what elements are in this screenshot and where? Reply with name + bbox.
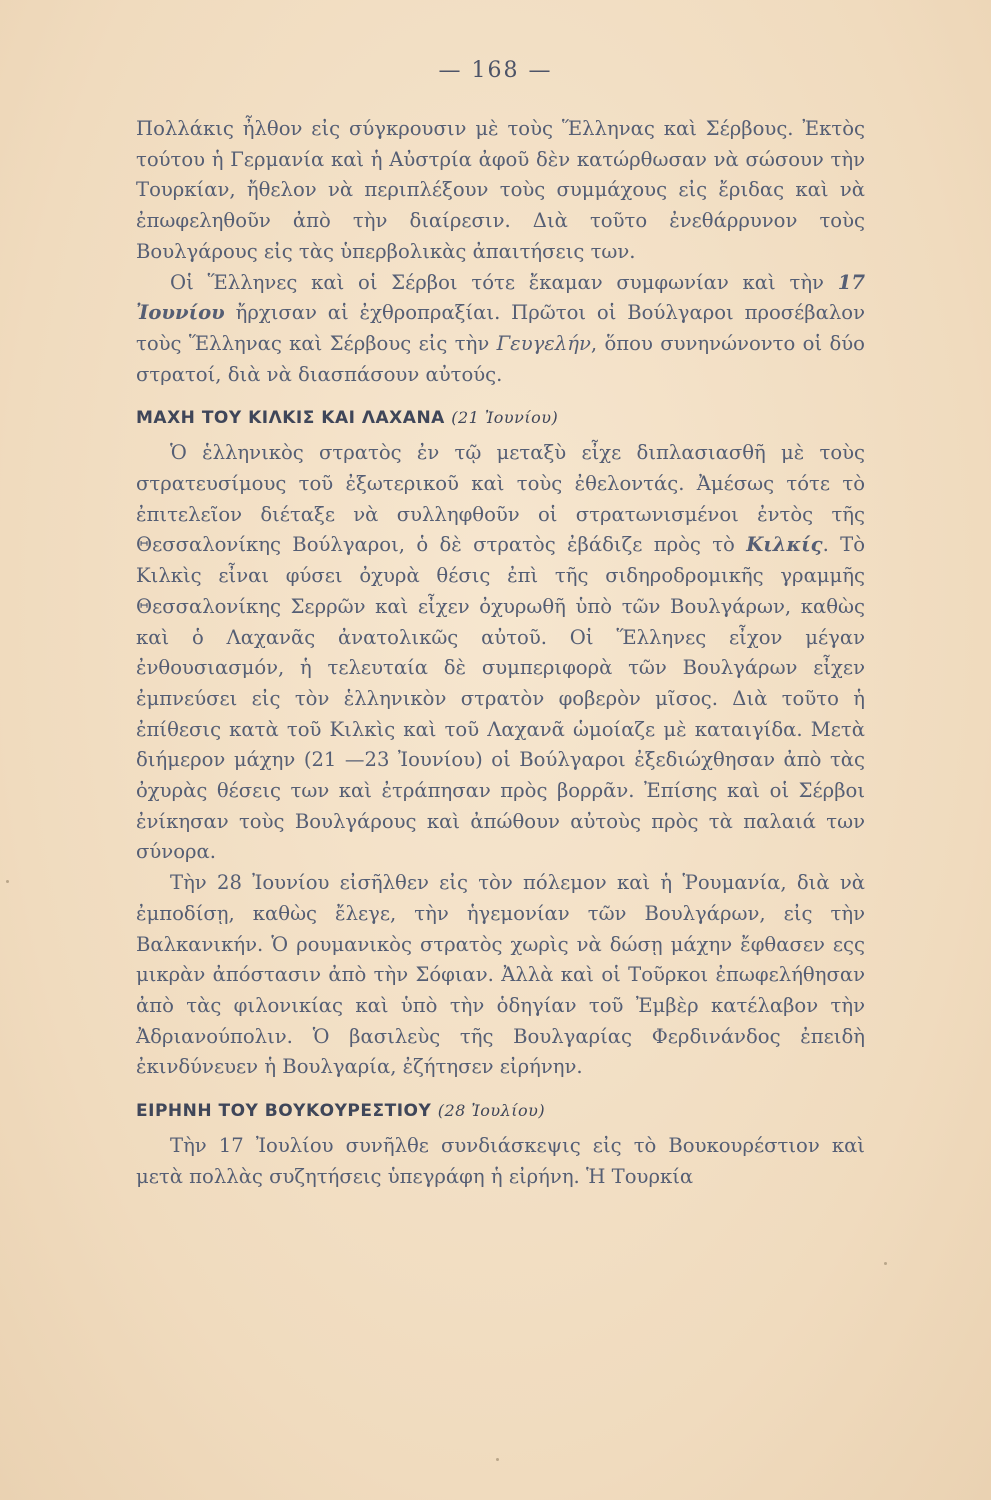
heading-kilkis-title: ΜΑΧΗ ΤΟΥ ΚΙΛΚΙΣ ΚΑΙ ΛΑΧΑΝΑ	[136, 408, 445, 429]
paragraph-3-text-b: . Τὸ Κιλκὶς εἶναι φύσει ὀχυρὰ θέσις ἐπὶ τῆς σιδηροδρομικῆς γραμμῆς Θεσσαλονίκης Σερρῶν καὶ εἶχεν ὀχυρωθῆ ὑπὸ τῶν Βουλγάρων, καθὼς καὶ ὁ Λαχανᾶς ἀνατολικῶς αὐτοῦ. Οἱ Ἕλληνες εἶχον μέγαν ἐνθουσιασμόν, ἡ τελευταία δὲ συμπεριφορὰ τῶν Βουλγάρων εἶχεν ἐμπνεύσει εἰς τὸν ἑλληνικὸν στρατὸν φοβερὸν μῖσος. Διὰ τοῦτο ἡ ἐπίθεσις κατὰ τοῦ Κιλκὶς καὶ τοῦ Λαχανᾶ ὡμοίαζε μὲ καταιγίδα. Μετὰ διήμερον μάχην (21 —23 Ἰουνίου) οἱ Βούλγαροι ἐξεδιώχθησαν ἀπὸ τὰς ὀχυρὰς θέσεις των καὶ ἐτράπησαν πρὸς βορρᾶν. Ἐπίσης καὶ οἱ Σέρβοι ἐνίκησαν τοὺς Βουλγάρους καὶ ἀπώθουν αὐτοὺς πρὸς τὰ παλαιά των σύνορα.	[136, 533, 865, 864]
page-number: — 168 —	[438, 58, 553, 83]
page-content	[136, 114, 865, 1193]
paragraph-2-text-c: , ὅπου συνηνώνοντο οἱ δύο στρατοί, διὰ νὰ διασπάσουν αὐτούς.	[136, 331, 865, 386]
paper-speck	[884, 1262, 887, 1265]
paper-speck	[496, 1458, 499, 1461]
paragraph-2-text-b: ἤρχισαν αἱ ἐχθροπραξίαι. Πρῶτοι οἱ Βούλγαροι προσέβαλον τοὺς Ἕλληνας καὶ Σέρβους εἰς τὴν	[136, 301, 865, 355]
place-kilkis: Κιλκίς	[746, 533, 823, 557]
paragraph-3-text-a: Ὁ ἑλληνικὸς στρατὸς ἐν τῷ μεταξὺ εἶχε διπλασιασθῆ μὲ τοὺς στρατευσίμους τοῦ ἐξωτερικοῦ καὶ τοὺς ἐθελοντάς. Ἀμέσως τότε τὸ ἐπιτελεῖον διέταξε νὰ συλληφθοῦν οἱ στρατωνισμένοι ἐντὸς τῆς Θεσσαλονίκης Βούλγαροι, ὁ δὲ στρατὸς ἐβάδιζε πρὸς τὸ	[136, 441, 865, 557]
paragraph-1: Πολλάκις ἦλθον εἰς σύγκρουσιν μὲ τοὺς Ἕλληνας καὶ Σέρβους. Ἐκτὸς τούτου ἡ Γερμανία καὶ ἡ Αὐστρία ἀφοῦ δὲν κατώρθωσαν νὰ σώσουν τὴν Τουρκίαν, ἤθελον νὰ περιπλέξουν τοὺς συμμάχους εἰς ἔριδας καὶ νὰ ἐπωφεληθοῦν ἀπὸ τὴν διαίρεσιν. Διὰ τοῦτο ἐνεθάρρυνον τοὺς Βουλγάρους εἰς τὰς ὑπερβολικὰς ἀπαιτήσεις των.	[136, 117, 865, 263]
paragraph-2	[136, 268, 865, 391]
section-heading-kilkis	[136, 408, 865, 428]
paragraph-3	[136, 438, 865, 868]
paragraph-5: Τὴν 17 Ἰουλίου συνῆλθε συνδιάσκεψις εἰς τὸ Βουκουρέστιον καὶ μετὰ πολλὰς συζητήσεις ὑπεγράφη ἡ εἰρήνη. Ἡ Τουρκία	[136, 1134, 865, 1188]
paper-speck	[6, 880, 9, 883]
paragraph-4: Τὴν 28 Ἰουνίου εἰσῆλθεν εἰς τὸν πόλεμον καὶ ἡ Ῥουμανία, διὰ νὰ ἐμποδίσῃ, καθὼς ἔλεγε, τὴν ἡγεμονίαν τῶν Βουλγάρων, εἰς τὴν Βαλκανικήν. Ὁ ρουμανικὸς στρατὸς χωρὶς νὰ δώσῃ μάχην ἔφθασεν εςς μικρὰν ἀπόστασιν ἀπὸ τὴν Σόφιαν. Ἀλλὰ καὶ οἱ Τοῦρκοι ἐπωφελήθησαν ἀπὸ τὰς φιλονικίας καὶ ὑπὸ τὴν ὁδηγίαν τοῦ Ἐμβὲρ κατέλαβον τὴν Ἀδριανούπολιν. Ὁ βασιλεὺς τῆς Βουλγαρίας Φερδινάνδος ἐπειδὴ ἐκινδύνευεν ἡ Βουλγαρία, ἐζήτησεν εἰρήνην.	[136, 871, 865, 1079]
date-june-17: 17 Ἰουνίου	[136, 270, 865, 325]
paragraph-2-text-a: Οἱ Ἕλληνες καὶ οἱ Σέρβοι τότε ἔκαμαν συμφωνίαν καὶ τὴν	[170, 270, 838, 294]
heading-kilkis-date: (21 Ἰουνίου)	[451, 408, 559, 428]
heading-bucharest-title: ΕΙΡΗΝΗ ΤΟΥ ΒΟΥΚΟΥΡΕΣΤΙΟΥ	[136, 1101, 432, 1122]
heading-bucharest-date: (28 Ἰουλίου)	[437, 1101, 546, 1121]
place-gevgeli: Γευγελήν	[496, 331, 591, 355]
section-heading-bucharest	[136, 1101, 865, 1121]
